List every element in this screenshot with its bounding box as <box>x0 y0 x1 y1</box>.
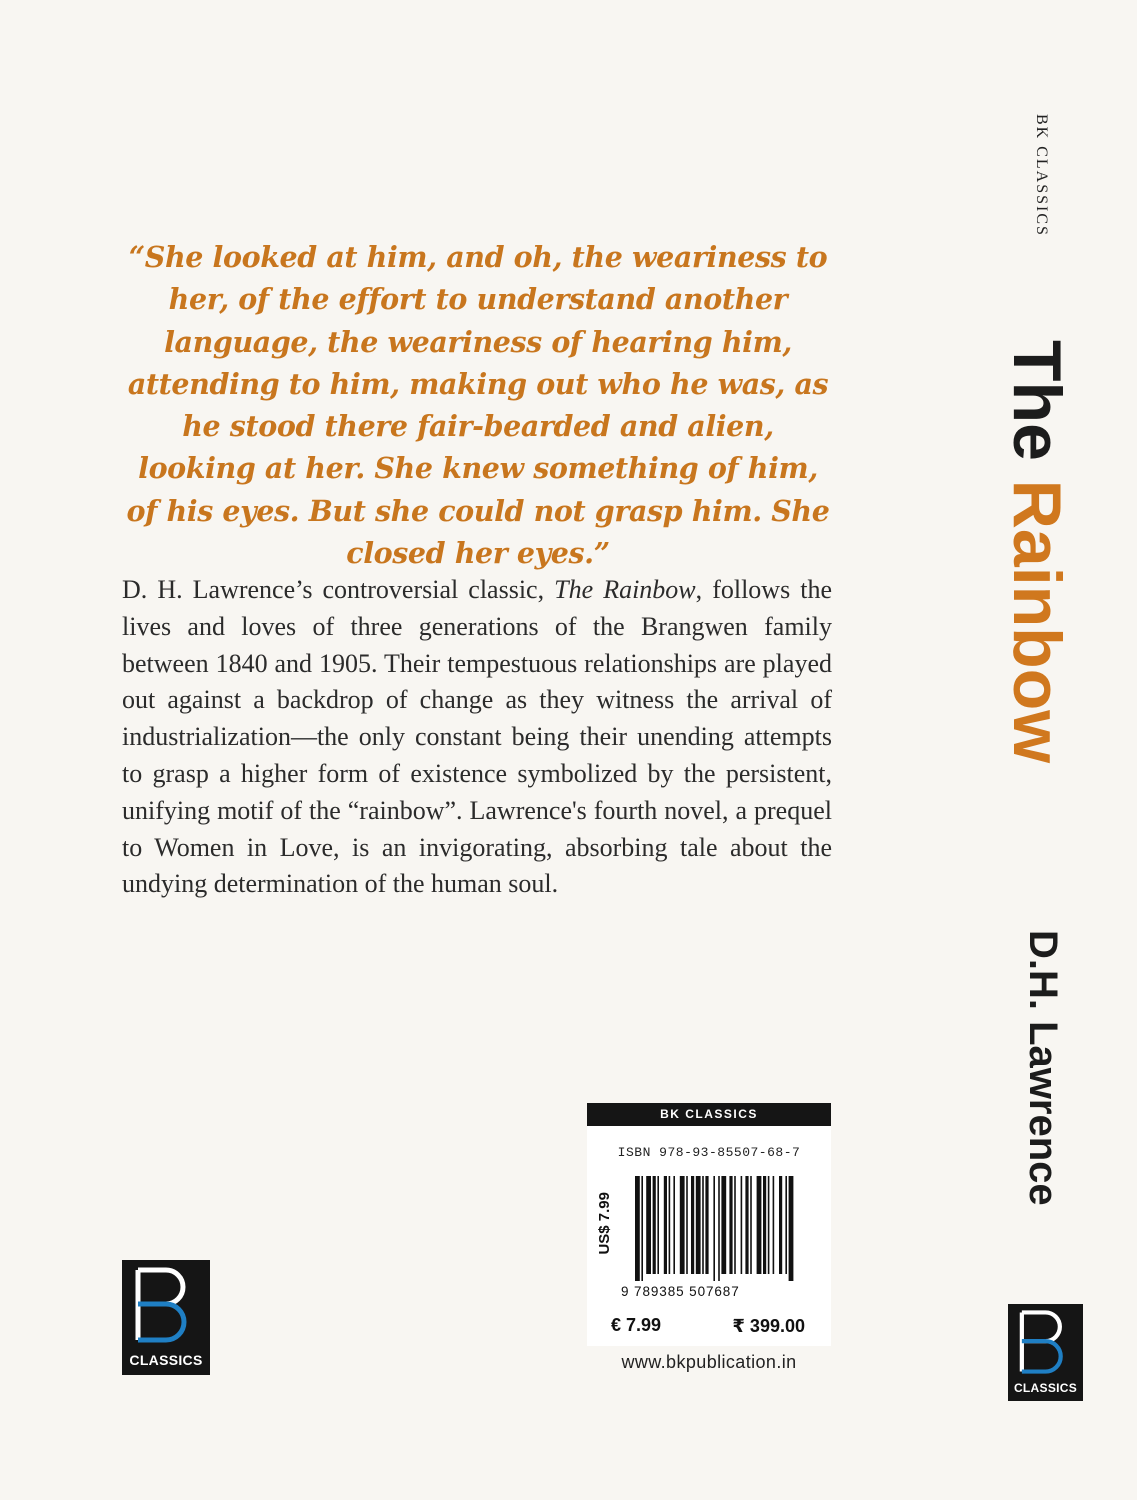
barcode-bar <box>680 1176 685 1274</box>
barcode-bar <box>705 1176 708 1274</box>
barcode-bar <box>745 1176 748 1274</box>
barcode-bar <box>635 1176 640 1281</box>
barcode-bar <box>653 1176 656 1274</box>
barcode-bar <box>757 1176 762 1274</box>
barcode-bar <box>702 1176 704 1274</box>
barcode-bar <box>779 1176 782 1274</box>
spine-publisher-name: BK CLASSICS <box>1033 114 1050 237</box>
barcode-bar <box>734 1176 736 1274</box>
bk-classics-logo <box>122 1260 210 1375</box>
spine-logo-label: CLASSICS <box>1013 1381 1078 1395</box>
bk-spine-logo-icon <box>1008 1304 1083 1380</box>
logo-label: CLASSICS <box>129 1352 203 1368</box>
barcode-bar <box>789 1176 794 1281</box>
description-text-1: D. H. Lawrence’s controversial classic, <box>122 575 555 604</box>
barcode-bar <box>641 1176 643 1281</box>
spine-title-part-2: Rainbow <box>999 479 1075 764</box>
barcode-bar <box>763 1176 766 1274</box>
barcode-header: BK CLASSICS <box>587 1103 831 1126</box>
barcode-bar <box>750 1176 752 1274</box>
barcode-bar <box>773 1176 775 1274</box>
publisher-website: www.bkpublication.in <box>621 1352 797 1372</box>
isbn-text: ISBN 978-93-85507-68-7 <box>617 1145 801 1160</box>
barcode-digits: 9 789385 507687 <box>621 1284 740 1299</box>
price-usd: US$ 7.99 <box>596 1192 613 1255</box>
spine-title-part-1: The <box>999 340 1075 480</box>
bk-classics-spine-logo <box>1008 1304 1083 1401</box>
barcode-bars <box>635 1176 811 1281</box>
barcode-bar <box>721 1176 726 1274</box>
barcode-bar <box>664 1176 667 1274</box>
spine-author-name: D.H. Lawrence <box>1021 930 1065 1206</box>
barcode-bar <box>696 1176 701 1274</box>
price-eur: € 7.99 <box>611 1315 662 1335</box>
barcode-bar <box>657 1176 659 1274</box>
barcode-bar <box>691 1176 694 1274</box>
spine-book-title <box>999 340 1075 764</box>
barcode-bar <box>768 1176 770 1274</box>
barcode-bar <box>713 1176 715 1281</box>
barcode-bar <box>646 1176 651 1274</box>
book-description <box>122 572 832 903</box>
barcode-bar <box>669 1176 671 1274</box>
barcode-bar <box>686 1176 688 1274</box>
cover-quote: “She looked at him, and oh, the weariness to her, of the effort to understand another language, the weariness of hearing him, attending to him, making out who he was, as he stood there fair-bearded and alien, looking at her. She knew something of him, of his eyes. But she could not grasp him. She closed her eyes.” <box>126 240 830 571</box>
description-text-2: , follows the lives and loves of three generations of the Brangwen family between 1840 and 1905. Their tempestuous relationships are played out against a backdrop of change as they witness the arrival of industrialization—the only constant being their unending attempts to grasp a higher form of existence symbolized by the persistent, unifying motif of the “rainbow”. Lawrence's fourth novel, a prequel to Women in Love, is an invigorating, absorbing tale about the undying determination of the human soul. <box>122 575 832 899</box>
bk-logo-icon <box>122 1260 210 1350</box>
barcode-block <box>587 1103 831 1346</box>
barcode-bar <box>729 1176 732 1274</box>
barcode-bar <box>785 1176 787 1274</box>
barcode-bar <box>741 1176 743 1274</box>
barcode-bar <box>718 1176 720 1281</box>
price-inr: ₹ 399.00 <box>732 1316 805 1336</box>
barcode-bar <box>673 1176 675 1274</box>
description-book-title: The Rainbow <box>554 575 696 604</box>
